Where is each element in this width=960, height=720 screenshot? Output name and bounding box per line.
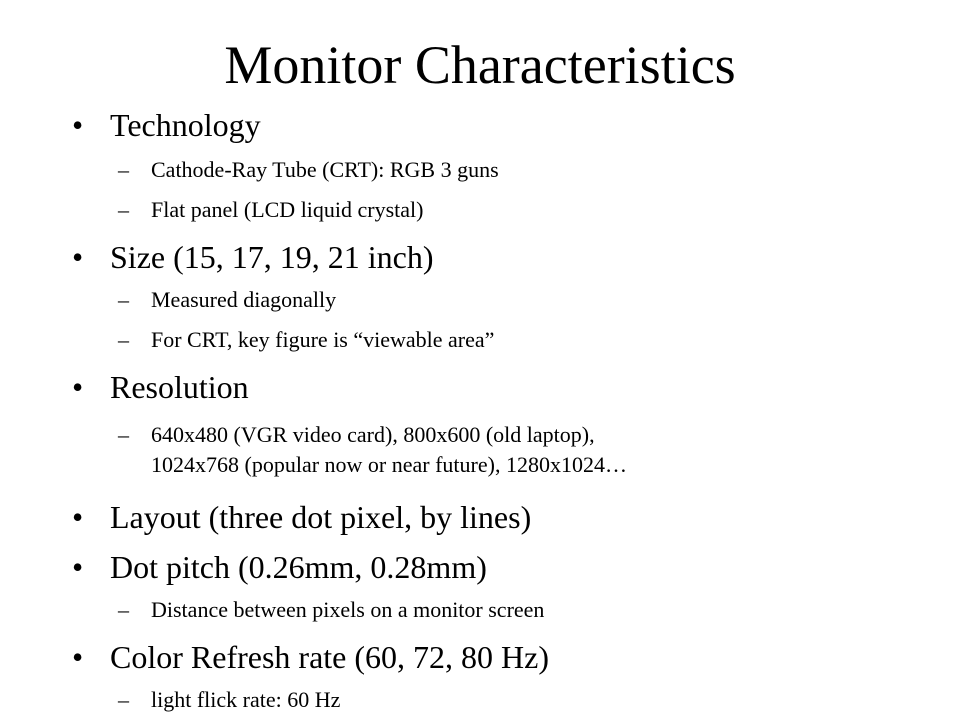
bullet-layout <box>72 497 531 537</box>
sub-item-measured <box>118 285 336 315</box>
sub-item-resolutions <box>118 420 627 480</box>
dash-icon: – <box>118 287 129 312</box>
bullet-icon: • <box>72 549 84 585</box>
bullet-resolution <box>72 367 249 407</box>
sub-item-text: 640x480 (VGR video card), 800x600 (old laptop), <box>151 422 595 447</box>
bullet-icon: • <box>72 239 84 275</box>
dash-icon: – <box>118 422 129 447</box>
sub-item-crt <box>118 155 499 185</box>
sub-item-text: Distance between pixels on a monitor screen <box>151 597 545 622</box>
sub-item-text: Measured diagonally <box>151 287 337 312</box>
dash-icon: – <box>118 597 129 622</box>
bullet-icon: • <box>72 639 84 675</box>
bullet-text: Color Refresh rate (60, 72, 80 Hz) <box>110 639 549 675</box>
bullet-text: Layout (three dot pixel, by lines) <box>110 499 532 535</box>
bullet-technology <box>72 105 261 145</box>
sub-item-text: Cathode-Ray Tube (CRT): RGB 3 guns <box>151 157 499 182</box>
sub-item-text: light flick rate: 60 Hz <box>151 687 341 712</box>
sub-item-viewable-area <box>118 325 494 355</box>
sub-item-text-continued: 1024x768 (popular now or near future), 1280x1024… <box>151 452 627 477</box>
sub-item-distance <box>118 595 544 625</box>
bullet-size <box>72 237 434 277</box>
slide-title: Monitor Characteristics <box>224 35 736 95</box>
bullet-dot-pitch <box>72 547 487 587</box>
dash-icon: – <box>118 197 129 222</box>
bullet-icon: • <box>72 499 84 535</box>
bullet-icon: • <box>72 107 84 143</box>
dash-icon: – <box>118 687 129 712</box>
bullet-text: Size (15, 17, 19, 21 inch) <box>110 239 434 275</box>
sub-item-text: For CRT, key figure is “viewable area” <box>151 327 495 352</box>
bullet-refresh-rate <box>72 637 549 677</box>
dash-icon: – <box>118 157 129 182</box>
bullet-text: Resolution <box>110 369 249 405</box>
sub-item-flick-rate <box>118 685 340 715</box>
sub-item-text: Flat panel (LCD liquid crystal) <box>151 197 424 222</box>
bullet-text: Dot pitch (0.26mm, 0.28mm) <box>110 549 487 585</box>
bullet-text: Technology <box>110 107 261 143</box>
dash-icon: – <box>118 327 129 352</box>
sub-item-flat-panel <box>118 195 424 225</box>
bullet-icon: • <box>72 369 84 405</box>
